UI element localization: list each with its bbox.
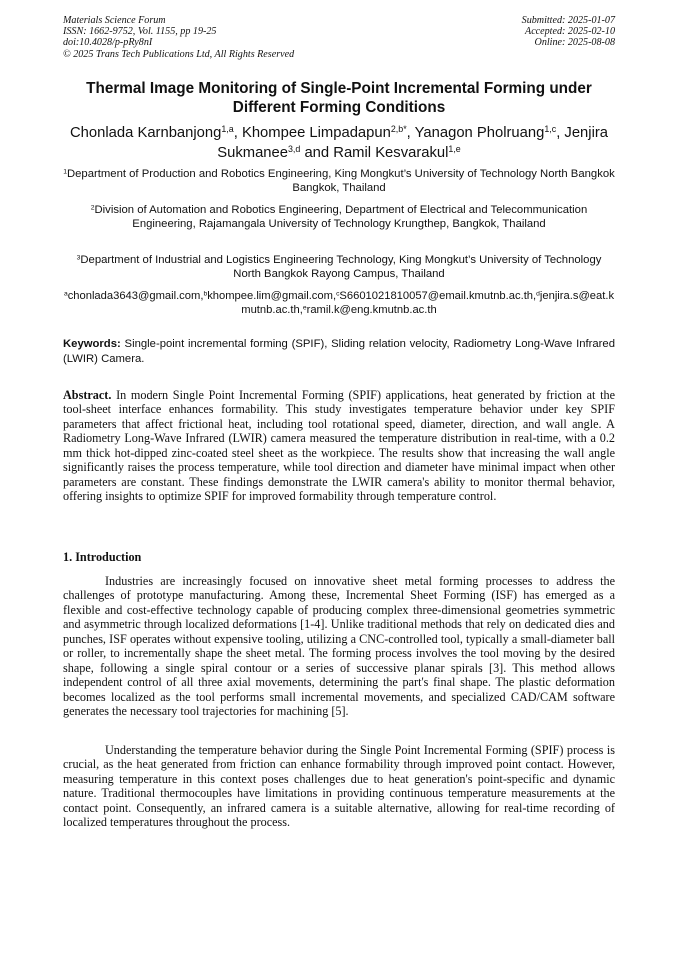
author-emails <box>63 289 615 318</box>
keywords-text: Single-point incremental forming (SPIF), Sliding relation velocity, Radiometry Long-Wave Infrared (LWIR) Camera. <box>63 338 616 365</box>
email-mark: b <box>203 290 208 298</box>
body-paragraph: Industries are increasingly focused on innovative sheet metal forming processes to address the challenges of prototype manufacturing. Among these, Incremental Sheet Forming (ISF) has emerged as a flexible and cost-effective technology capable of producing complex three-dimensional geometries symmetric and asymmetric through localized deformations [1-4]. Unlike traditional methods that rely on dedicated dies and punches, ISF operates without expensive tooling, utilizing a CNC-controlled tool, typically a small-diameter ball or roller, to incrementally shape the sheet metal. The forming process involves the tool moving by the desired shape, following a single spiral contour or a series of successive planar spirals [3]. This method allows independent control of all three axial movements, determining the part's final shape. The plastic deformation becomes localized as the tool performs small incremental movements, and specialized CAD/CAM software generates the necessary tool trajectories for machining [5]. <box>63 574 615 719</box>
affiliation-mark: 1 <box>63 168 67 176</box>
email-address[interactable]: khompee.lim@gmail.com, <box>207 290 337 302</box>
author-name: Jenjira Sukmanee <box>217 125 609 161</box>
email-mark: d <box>536 290 540 298</box>
author-affiliation-mark: 1,a <box>221 124 234 135</box>
affiliation-text: Department of Production and Robotics Engineering, King Mongkut’s University of Technology North Bangkok Bangkok, Thailand <box>66 168 615 195</box>
author-separator: , <box>556 125 565 141</box>
journal-copyright: © 2025 Trans Tech Publications Ltd, All Rights Reserved <box>63 48 295 60</box>
section-heading <box>63 550 141 564</box>
affiliation-mark: 2 <box>90 204 95 212</box>
online-date: Online: 2025-08-08 <box>534 37 615 49</box>
paper-title: Thermal Image Monitoring of Single-Point Incremental Forming under Different Forming Conditions <box>86 80 592 116</box>
email-address[interactable]: ramil.k@eng.kmutnb.ac.th <box>306 304 437 317</box>
email-mark: e <box>302 304 307 312</box>
author-affiliation-mark: 1,e <box>448 143 461 154</box>
abstract-text: In modern Single Point Incremental Forming (SPIF) applications, heat generated by friction at the tool-sheet interface enhances formability. This study investigates temperature behavior under key SPIF parameters that affect frictional heat, including tool rotational speed, diameter, direction, and wall angle. A Radiometry Long-Wave Infrared (LWIR) camera measured the temperature distribution in real-time, with a 0.2 mm thick hot-dipped zinc-coated steel sheet as the workpiece. The results show that increasing the wall angle significantly raises the process temperature, while tool direction and diameter have minimal impact when other parameters are constant. These findings demonstrate the LWIR camera's ability to monitor thermal behavior, offering insights to optimize SPIF for improved formability through temperature control. <box>63 388 615 504</box>
author-name: Ramil Kesvarakul <box>333 144 449 161</box>
journal-header <box>63 15 294 60</box>
email-mark: c <box>336 290 340 298</box>
submitted-date: Submitted: 2025-01-07 <box>521 15 615 26</box>
author-list <box>63 124 615 163</box>
author-affiliation-mark: 1,c <box>544 124 557 135</box>
author-separator: and <box>300 144 334 161</box>
affiliation-1 <box>63 167 615 196</box>
abstract-label: Abstract. <box>63 388 112 402</box>
author-separator: , <box>406 125 415 141</box>
email-address[interactable]: S6601021810057@email.kmutnb.ac.th, <box>339 290 537 302</box>
affiliation-2 <box>63 203 615 232</box>
keywords-label: Keywords: <box>63 338 121 350</box>
affiliation-text: Department of Industrial and Logistics Engineering Technology, King Mongkut’s University of Technology North Bangkok Rayong Campus, Thailand <box>80 254 602 281</box>
abstract-block <box>63 388 615 504</box>
journal-name: Materials Science Forum <box>63 15 166 26</box>
author-separator: , <box>233 125 242 141</box>
affiliation-text: Division of Automation and Robotics Engineering, Department of Electrical and Telecommunication Engineering, Rajamangala University of Technology Krungthep, Bangkok, Thailand <box>94 204 588 231</box>
email-address[interactable]: chonlada3643@gmail.com, <box>67 290 204 302</box>
section-number: 1. <box>63 550 73 564</box>
affiliation-mark: 3 <box>76 254 81 262</box>
affiliation-3 <box>63 253 615 282</box>
email-mark: a <box>63 290 68 298</box>
author-name: Yanagon Pholruang <box>414 125 545 141</box>
accepted-date: Accepted: 2025-02-10 <box>525 26 615 38</box>
author-affiliation-mark: 3,d <box>288 143 301 154</box>
dates-header <box>522 15 615 49</box>
author-name: Khompee Limpadapun <box>241 125 391 141</box>
journal-doi[interactable]: doi:10.4028/p-pRy8nI <box>63 37 153 49</box>
body-paragraph: Understanding the temperature behavior during the Single Point Incremental Forming (SPIF) process is crucial, as the heat generated from friction can enhance formability through improved point contact. However, measuring temperature in this context poses challenges due to heat generation's point-specific and dynamic nature. Traditional thermocouples have limitations in providing continuous temperature measurements at the contact point. Consequently, an infrared camera is a suitable alternative, allowing for real-time recording of localized temperatures throughout the process. <box>63 743 615 830</box>
keywords-block <box>63 337 615 366</box>
section-title: Introduction <box>75 550 142 564</box>
author-name: Chonlada Karnbanjong <box>69 125 222 141</box>
email-address[interactable]: jenjira.s@eat.kmutnb.ac.th, <box>241 290 615 317</box>
journal-issn: ISSN: 1662-9752, Vol. 1155, pp 19-25 <box>63 26 217 38</box>
author-affiliation-mark: 2,b* <box>390 124 407 135</box>
